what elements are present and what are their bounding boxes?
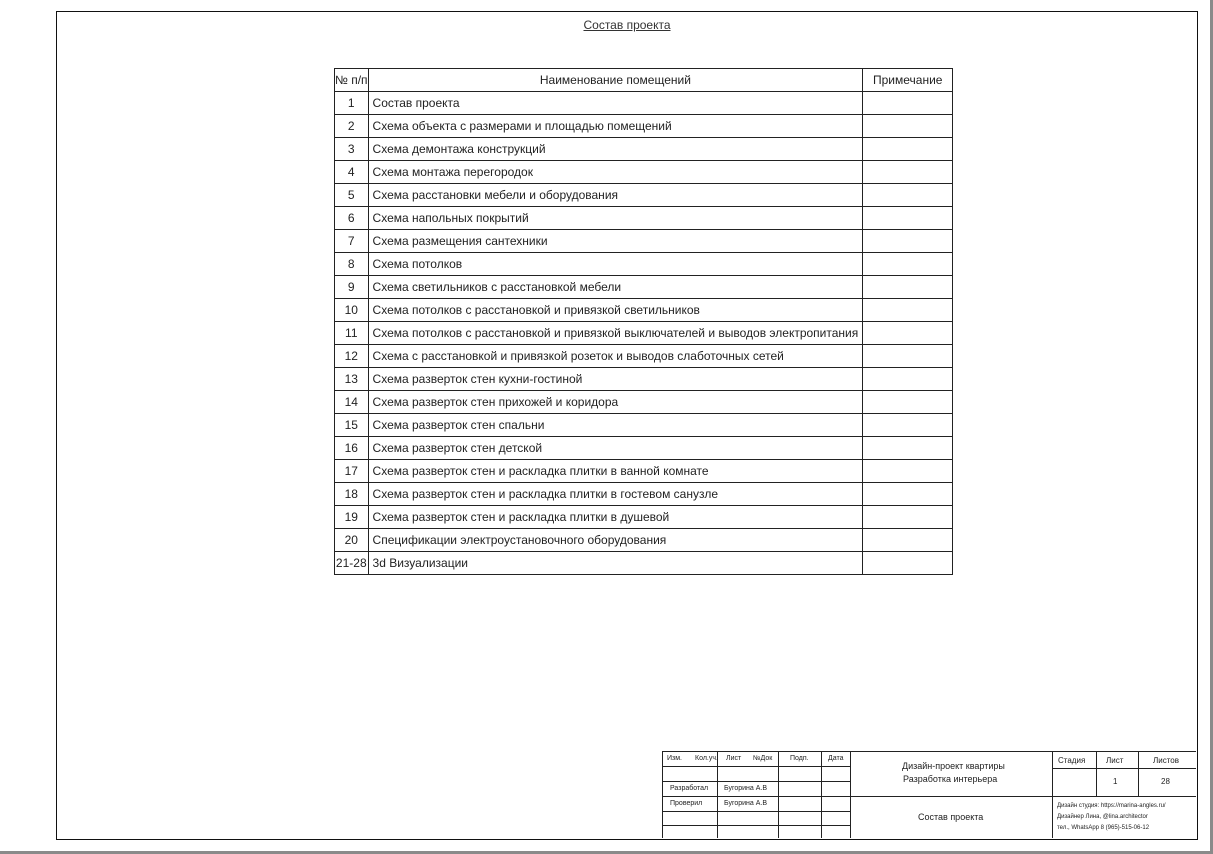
row-name: Схема напольных покрытий — [368, 207, 863, 230]
table-row — [335, 437, 953, 460]
table-row — [335, 184, 953, 207]
row-note — [863, 184, 953, 207]
tb-sheet-title: Состав проекта — [918, 812, 984, 822]
tb-col-ndok: №Док — [753, 755, 773, 762]
row-name: Схема разверток стен детской — [368, 437, 863, 460]
header-note: Примечание — [863, 69, 953, 92]
row-num: 20 — [335, 529, 369, 552]
table-row — [335, 138, 953, 161]
row-name: Схема демонтажа конструкций — [368, 138, 863, 161]
tb-hdr-stage: Стадия — [1058, 756, 1086, 765]
row-num: 5 — [335, 184, 369, 207]
row-note — [863, 414, 953, 437]
table-row — [335, 529, 953, 552]
row-num: 6 — [335, 207, 369, 230]
table-row — [335, 161, 953, 184]
table-row — [335, 368, 953, 391]
row-num: 2 — [335, 115, 369, 138]
tb-role-checked: Проверил — [670, 800, 703, 807]
table-row — [335, 552, 953, 575]
row-note — [863, 437, 953, 460]
row-note — [863, 460, 953, 483]
row-name: Схема разверток стен и раскладка плитки в душевой — [368, 506, 863, 529]
project-contents-table — [334, 68, 953, 575]
tb-role-developed: Разработал — [670, 785, 709, 792]
row-name: Схема разверток стен кухни-гостиной — [368, 368, 863, 391]
row-name: Схема монтажа перегородок — [368, 161, 863, 184]
row-name: Схема разверток стен и раскладка плитки в гостевом санузле — [368, 483, 863, 506]
row-note — [863, 115, 953, 138]
table-row — [335, 345, 953, 368]
row-name: Схема с расстановкой и привязкой розеток и выводов слаботочных сетей — [368, 345, 863, 368]
row-note — [863, 322, 953, 345]
row-name: Схема размещения сантехники — [368, 230, 863, 253]
row-num: 19 — [335, 506, 369, 529]
row-note — [863, 138, 953, 161]
row-name: Спецификации электроустановочного оборудования — [368, 529, 863, 552]
table-row — [335, 391, 953, 414]
row-note — [863, 345, 953, 368]
tb-col-koluch: Кол.уч. — [695, 755, 718, 762]
row-name: Схема потолков — [368, 253, 863, 276]
row-note — [863, 483, 953, 506]
row-num: 16 — [335, 437, 369, 460]
row-num: 13 — [335, 368, 369, 391]
row-note — [863, 391, 953, 414]
row-num: 3 — [335, 138, 369, 161]
table-row — [335, 460, 953, 483]
tb-info-line1: Дизайн студия: https://marina-angles.ru/ — [1057, 803, 1166, 809]
table-row — [335, 207, 953, 230]
row-num: 18 — [335, 483, 369, 506]
row-num: 11 — [335, 322, 369, 345]
row-num: 14 — [335, 391, 369, 414]
row-note — [863, 529, 953, 552]
row-name: Схема светильников с расстановкой мебели — [368, 276, 863, 299]
table-row — [335, 483, 953, 506]
tb-val-sheet: 1 — [1113, 777, 1118, 786]
row-num: 1 — [335, 92, 369, 115]
row-name: Состав проекта — [368, 92, 863, 115]
header-name: Наименование помещений — [368, 69, 863, 92]
row-note — [863, 276, 953, 299]
header-num: № п/п — [335, 69, 369, 92]
tb-project-line2: Разработка интерьера — [903, 774, 998, 784]
row-num: 12 — [335, 345, 369, 368]
table-row — [335, 276, 953, 299]
row-name: Схема объекта с размерами и площадью помещений — [368, 115, 863, 138]
tb-hdr-sheet: Лист — [1106, 756, 1124, 765]
table-row — [335, 230, 953, 253]
row-num: 10 — [335, 299, 369, 322]
row-note — [863, 253, 953, 276]
tb-project-line1: Дизайн-проект квартиры — [902, 761, 1005, 771]
table-row — [335, 506, 953, 529]
row-num: 21-28 — [335, 552, 369, 575]
row-name: Схема разверток стен прихожей и коридора — [368, 391, 863, 414]
row-name: Схема потолков с расстановкой и привязкой выключателей и выводов электропитания — [368, 322, 863, 345]
row-note — [863, 161, 953, 184]
row-note — [863, 230, 953, 253]
row-num: 17 — [335, 460, 369, 483]
row-num: 7 — [335, 230, 369, 253]
table-body — [335, 92, 953, 575]
tb-name-checked: Бугорина А.В — [724, 800, 768, 807]
page-title: Состав проекта — [583, 18, 671, 32]
table-row — [335, 322, 953, 345]
row-note — [863, 506, 953, 529]
table-row — [335, 253, 953, 276]
tb-col-list: Лист — [726, 755, 742, 762]
row-name: Схема потолков с расстановкой и привязкой светильников — [368, 299, 863, 322]
row-note — [863, 92, 953, 115]
row-num: 9 — [335, 276, 369, 299]
row-num: 8 — [335, 253, 369, 276]
row-name: Схема расстановки мебели и оборудования — [368, 184, 863, 207]
tb-col-podp: Подп. — [790, 755, 809, 762]
row-num: 15 — [335, 414, 369, 437]
row-name: Схема разверток стен спальни — [368, 414, 863, 437]
row-name: 3d Визуализации — [368, 552, 863, 575]
row-note — [863, 207, 953, 230]
row-note — [863, 368, 953, 391]
tb-hdr-sheets: Листов — [1153, 756, 1179, 765]
tb-info-line3: тел., WhatsApp 8 (965)-515-06-12 — [1057, 825, 1150, 831]
table-row — [335, 92, 953, 115]
tb-name-developed: Бугорина А.В — [724, 785, 768, 792]
row-name: Схема разверток стен и раскладка плитки в ванной комнате — [368, 460, 863, 483]
row-note — [863, 299, 953, 322]
table-row — [335, 115, 953, 138]
tb-col-data: Дата — [828, 755, 844, 762]
row-note — [863, 552, 953, 575]
table-header-row — [335, 69, 953, 92]
title-block — [662, 751, 1196, 838]
table-row — [335, 299, 953, 322]
tb-col-izm: Изм. — [667, 755, 682, 762]
tb-info-line2: Дизайнер Лина, @lina.architector — [1057, 814, 1148, 820]
tb-val-sheets: 28 — [1161, 777, 1170, 786]
table-row — [335, 414, 953, 437]
row-num: 4 — [335, 161, 369, 184]
